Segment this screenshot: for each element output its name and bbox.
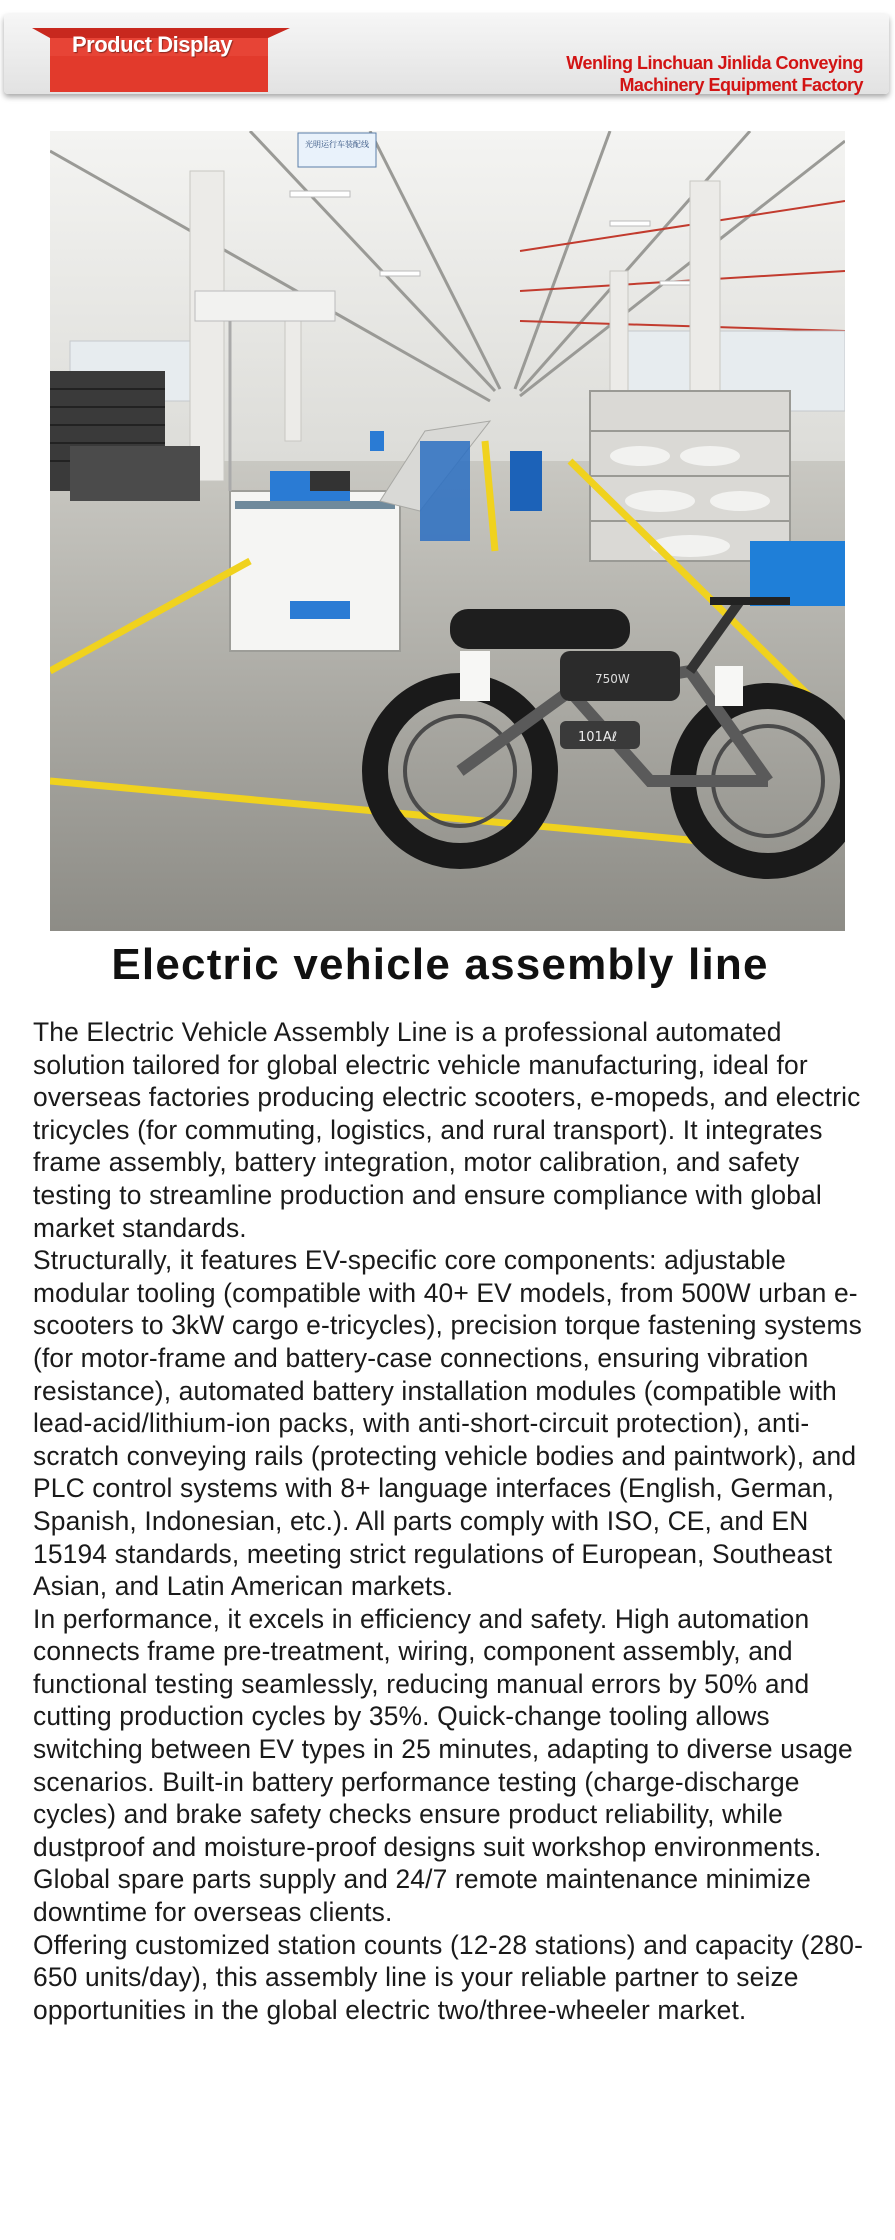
company-name	[566, 52, 863, 96]
paragraph-offering: Offering customized station counts (12-28 stations) and capacity (280-650 units/day), this assembly line is your reliable partner to seize opportunities in the global electric two/three-wheeler market.	[33, 1929, 864, 2025]
banner-tab-label: Product Display	[72, 32, 232, 57]
bike-frame-label: 101Aℓ	[578, 730, 618, 745]
page-title: Electric vehicle assembly line	[111, 940, 769, 989]
header-banner	[4, 14, 889, 94]
bike-power-badge: 750W	[595, 672, 630, 686]
description	[33, 1016, 878, 2026]
company-line-1: Wenling Linchuan Jinlida Conveying	[566, 53, 863, 73]
paragraph-intro: The Electric Vehicle Assembly Line is a professional automated solution tailored for global electric vehicle manufacturing, ideal for overseas factories producing electric scooters, e-mopeds, and electric tricycles (for commuting, logistics, and rural transport). It integrates frame assembly, battery integration, motor calibration, and safety testing to streamline production and ensure compliance with global market standards.	[33, 1017, 861, 1243]
paragraph-performance: In performance, it excels in efficiency and safety. High automation connects frame pre-treatment, wiring, component assembly, and functional testing seamlessly, reducing manual errors by 50% and cutting production cycles by 35%. Quick-change tooling allows switching between EV types in 25 minutes, adapting to diverse usage scenarios. Built-in battery performance testing (charge-discharge cycles) and brake safety checks ensure product reliability, while dustproof and moisture-proof designs suit workshop environments. Global spare parts supply and 24/7 remote maintenance minimize downtime for overseas clients.	[33, 1603, 853, 1928]
paragraph-structure: Structurally, it features EV-specific core components: adjustable modular tooling (compatible with 40+ EV models, from 500W urban e-scooters to 3kW cargo e-tricycles), precision torque fastening systems (for motor-frame and battery-case connections, ensuring vibration resistance), automated battery installation modules (compatible with lead-acid/lithium-ion packs, with anti-short-circuit protection), anti-scratch conveying rails (protecting vehicle bodies and paintwork), and PLC control systems with 8+ language interfaces (English, German, Spanish, Indonesian, etc.). All parts comply with ISO, CE, and EN 15194 standards, meeting strict regulations of European, Southeast Asian, and Latin American markets.	[33, 1245, 862, 1602]
factory-photo	[50, 131, 845, 931]
company-line-2: Machinery Equipment Factory	[619, 75, 863, 95]
hanging-sign-text: 光明运行车装配线	[305, 140, 369, 149]
